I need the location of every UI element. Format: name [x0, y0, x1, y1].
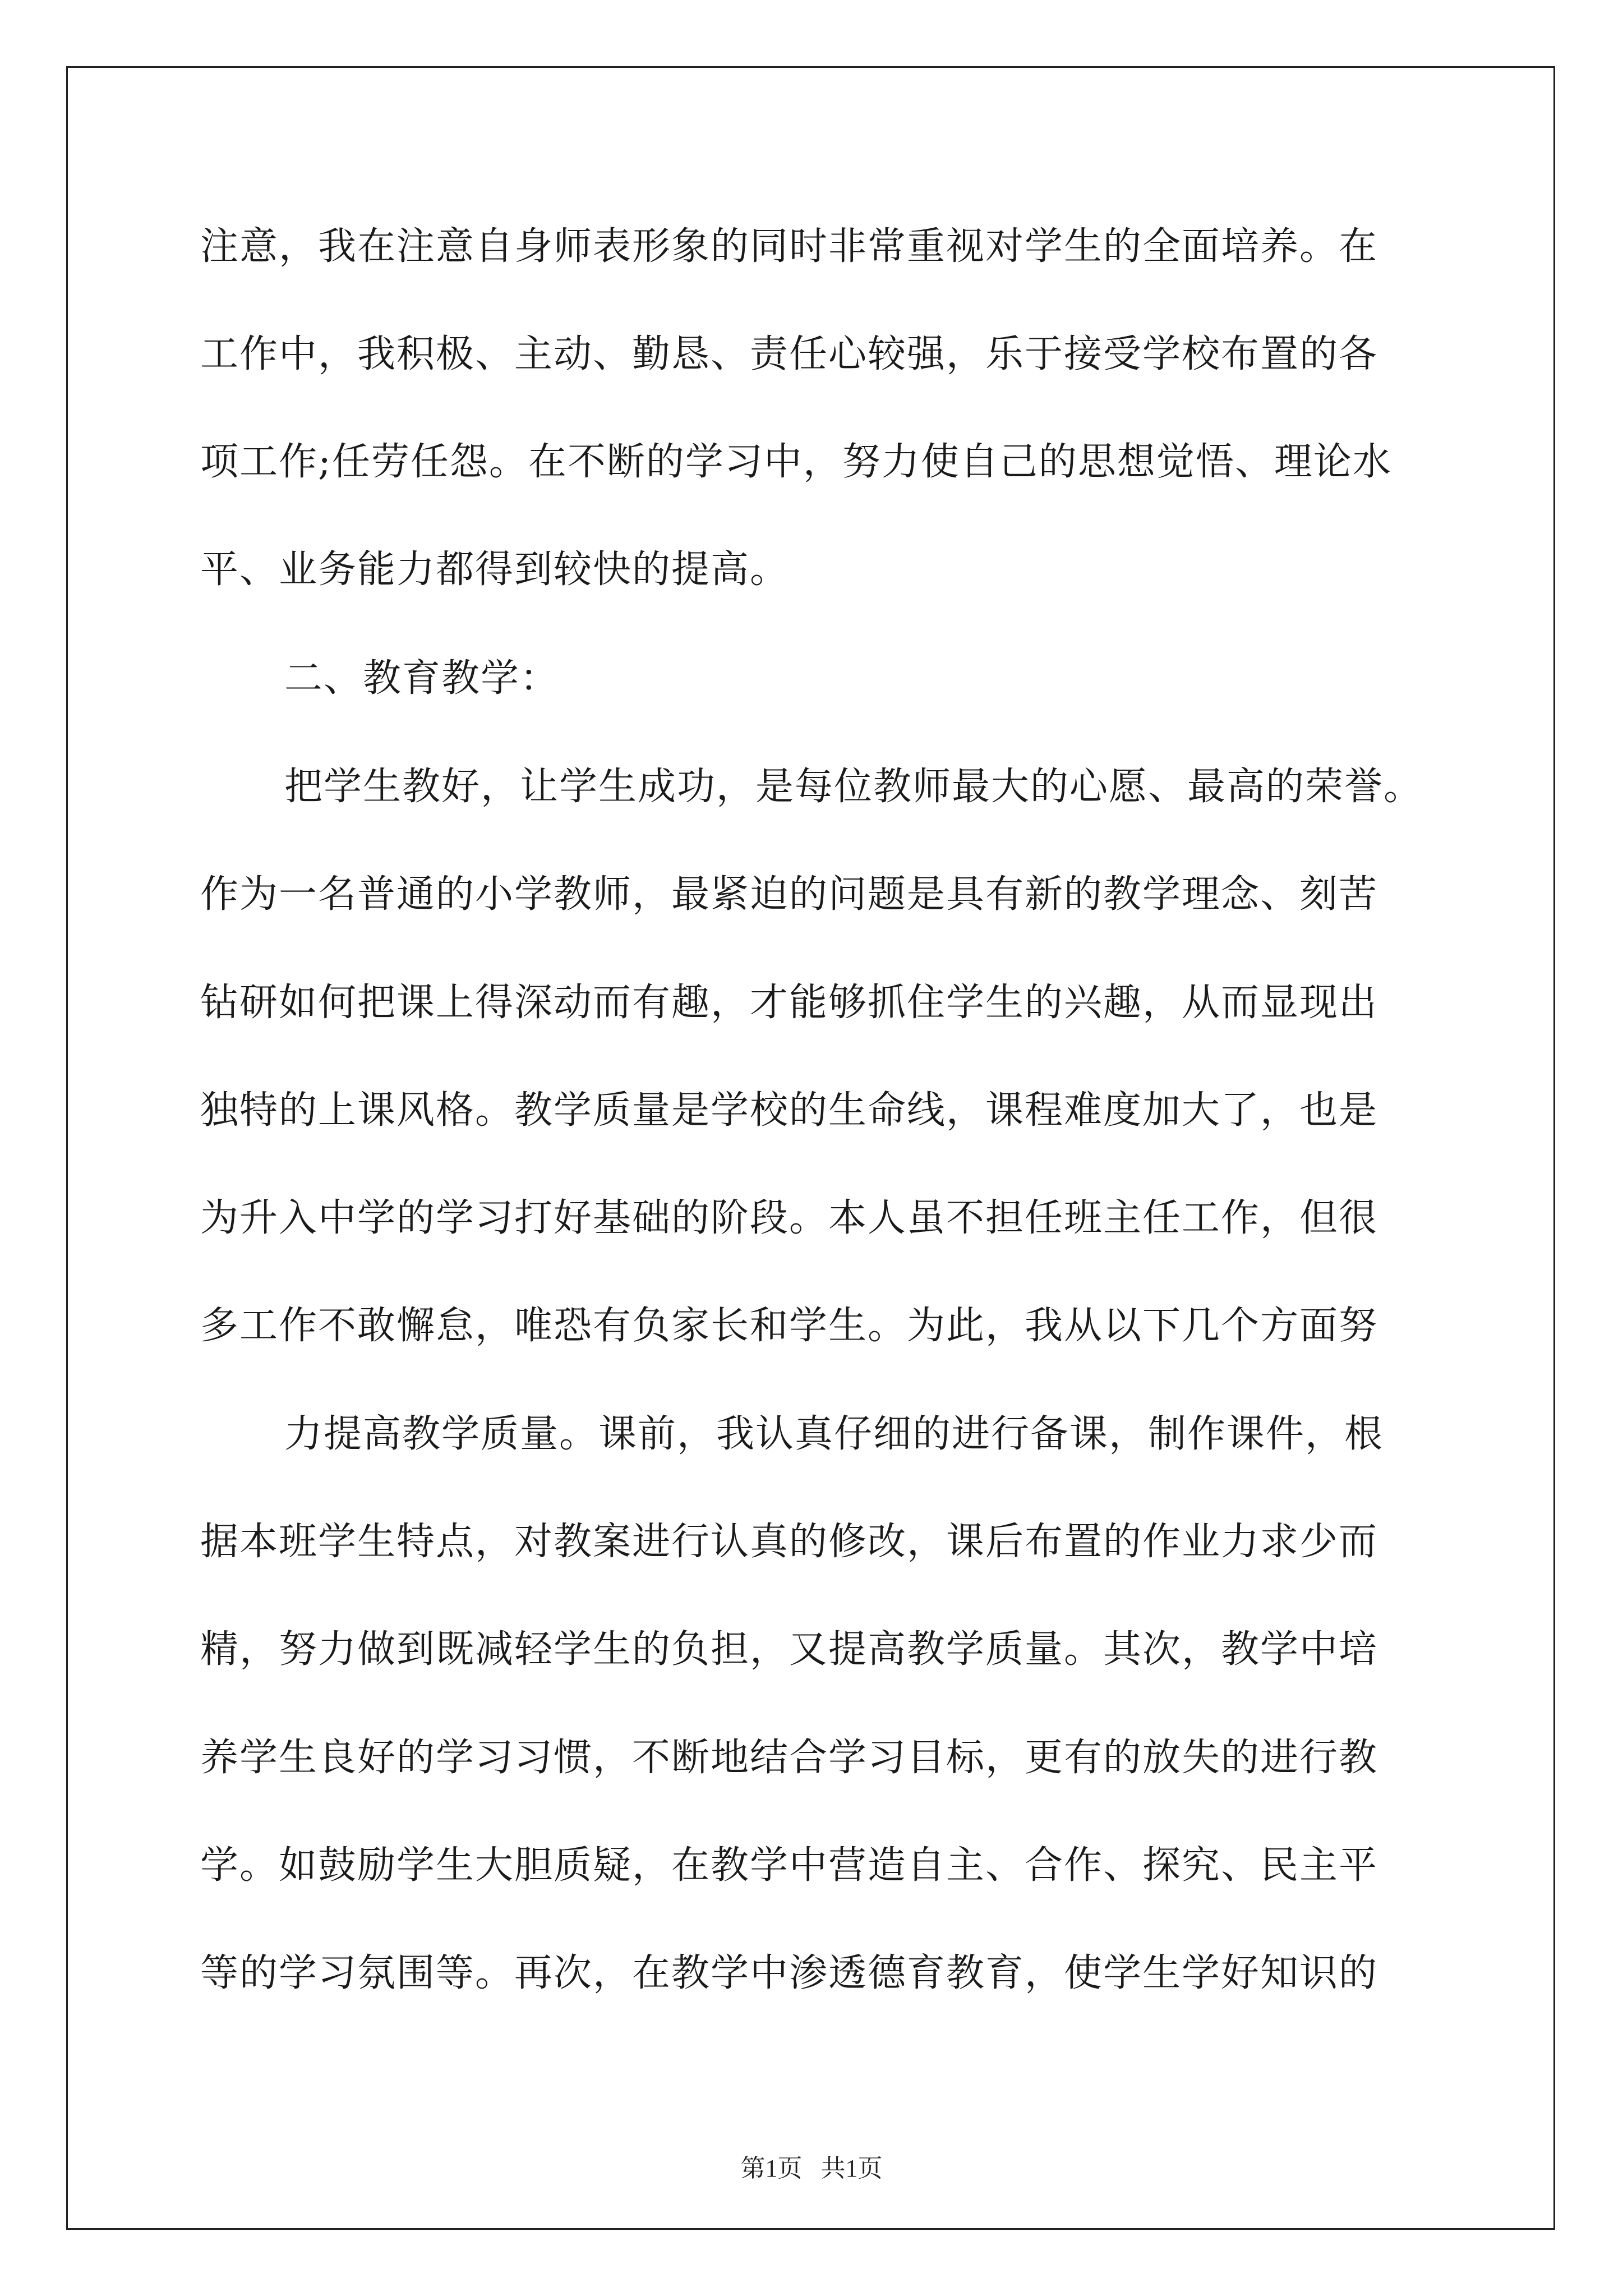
body-line-13: 据本班学生特点，对教案进行认真的修改，课后布置的作业力求少而: [200, 1520, 1378, 1564]
body-line-14: 精，努力做到既减轻学生的负担，又提高教学质量。其次，教学中培: [200, 1627, 1378, 1672]
page-border: [66, 66, 1555, 2230]
body-line-8: 钻研如何把课上得深动而有趣，才能够抓住学生的兴趣，从而显现出: [200, 981, 1378, 1025]
body-line-10: 为升入中学的学习打好基础的阶段。本人虽不担任班主任工作，但很: [200, 1196, 1378, 1240]
body-line-16: 学。如鼓励学生大胆质疑，在教学中营造自主、合作、探究、民主平: [200, 1843, 1378, 1888]
body-line-9: 独特的上课风格。教学质量是学校的生命线，课程难度加大了，也是: [200, 1088, 1378, 1133]
body-line-12: 力提高教学质量。课前，我认真仔细的进行备课，制作课件，根: [284, 1412, 1384, 1456]
body-line-17: 等的学习氛围等。再次，在教学中渗透德育教育，使学生学好知识的: [200, 1951, 1378, 1995]
body-line-6: 把学生教好，让学生成功，是每位教师最大的心愿、最高的荣誉。: [284, 765, 1423, 809]
body-line-1: 注意，我在注意自身师表形象的同时非常重视对学生的全面培养。在: [200, 224, 1378, 269]
body-line-15: 养学生良好的学习习惯，不断地结合学习目标，更有的放失的进行教: [200, 1736, 1378, 1780]
body-line-7: 作为一名普通的小学教师，最紧迫的问题是具有新的教学理念、刻苦: [200, 872, 1378, 917]
page-footer: 第1页 共1页: [740, 2155, 883, 2182]
body-line-11: 多工作不敢懈怠，唯恐有负家长和学生。为此，我从以下几个方面努: [200, 1304, 1378, 1348]
section-heading: 二、教育教学：: [284, 656, 560, 701]
body-line-3: 项工作;任劳任怨。在不断的学习中，努力使自己的思想觉悟、理论水: [200, 440, 1392, 484]
body-line-4: 平、业务能力都得到较快的提高。: [200, 547, 790, 592]
body-line-2: 工作中，我积极、主动、勤恳、责任心较强，乐于接受学校布置的各: [200, 332, 1378, 376]
